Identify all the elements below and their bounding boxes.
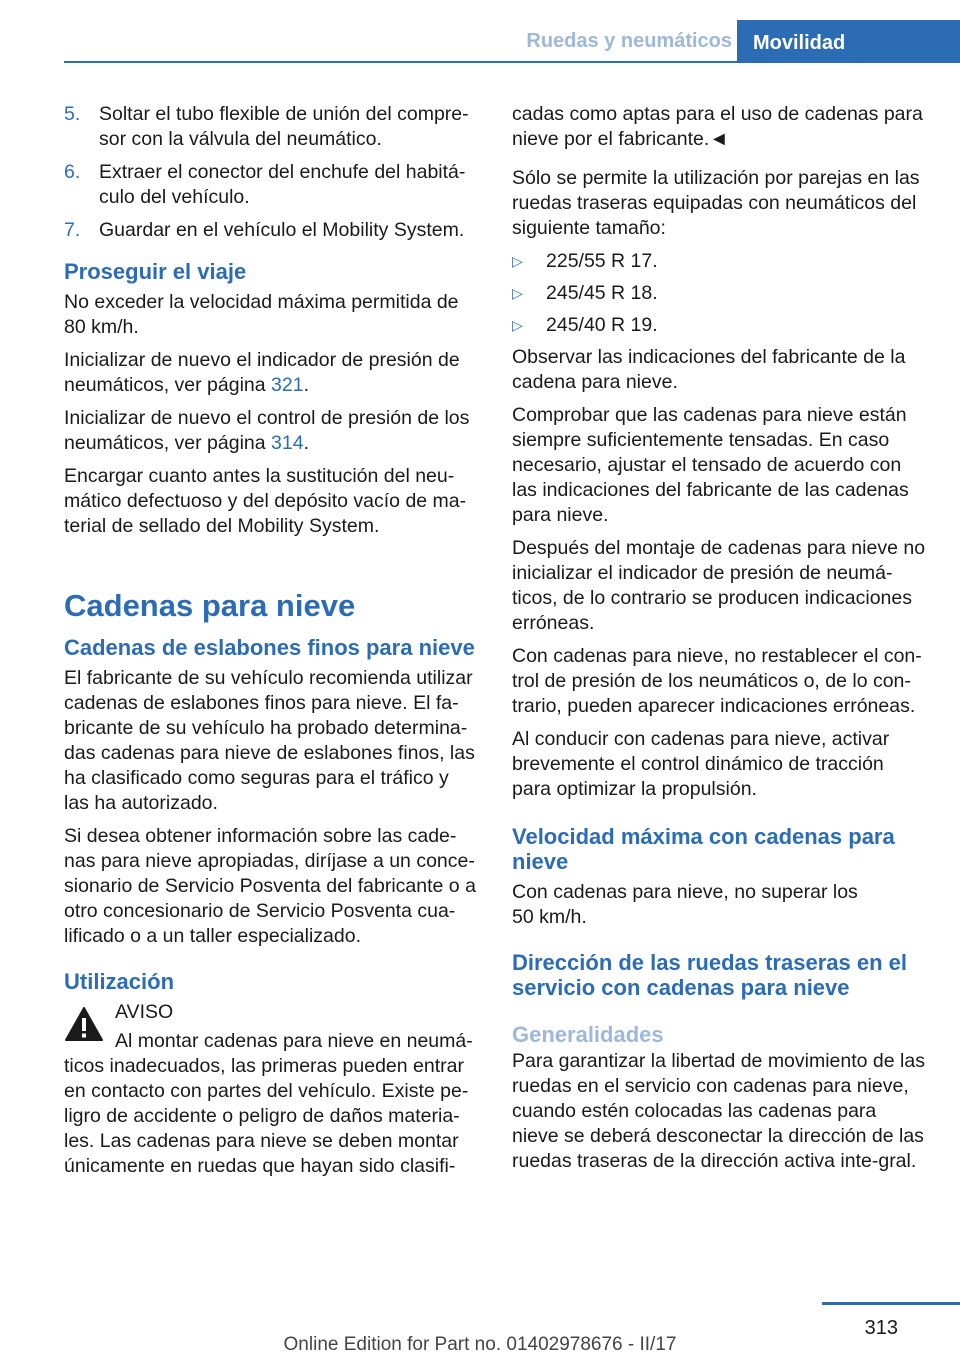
paragraph: Con cadenas para nieve, no superar los 50 km/h. bbox=[512, 881, 858, 928]
right-column bbox=[512, 102, 928, 1182]
paragraph bbox=[64, 348, 478, 398]
paragraph: El fabricante de su vehículo recomienda utilizar cadenas de eslabones finos para nieve. El fa‐bricante de su vehículo ha probado determina‐das cadenas para nieve de eslabones finos, las ha clasificado como seguras para el tráfico y las ha autorizado. bbox=[64, 667, 475, 814]
paragraph: Si desea obtener información sobre las cade‐nas para nieve apropiadas, diríjase a un conce‐sionario de Servicio Posventa del fabricante o a otro concesionario de Servicio Posventa cua‐lificado o a un taller especializado. bbox=[64, 825, 476, 947]
paragraph: cadas como aptas para el uso de cadenas para nieve por el fabricante.◄ bbox=[512, 103, 923, 150]
page-number: 313 bbox=[864, 1317, 898, 1339]
step-text: Soltar el tubo flexible de unión del compre‐sor con la válvula del neumático. bbox=[99, 103, 469, 150]
paragraph: Sólo se permite la utilización por parejas en las ruedas traseras equipadas con neumáticos del siguiente tamaño: bbox=[512, 167, 920, 239]
step-number: 7. bbox=[64, 219, 81, 241]
step-number: 6. bbox=[64, 161, 81, 183]
section-heading-utilizacion: Utilización bbox=[64, 969, 175, 994]
paragraph-text: Inicializar de nuevo el indicador de presión de neumáticos, ver página bbox=[64, 349, 460, 396]
step-text: Guardar en el vehículo el Mobility System. bbox=[99, 219, 465, 241]
paragraph: Comprobar que las cadenas para nieve están siempre suficientemente tensadas. En caso necesario, ajustar el tensado de acuerdo con las indicaciones del fabricante de las cadenas para nieve. bbox=[512, 404, 909, 526]
list-item bbox=[512, 313, 928, 338]
step-item bbox=[64, 160, 478, 210]
section-heading-direccion: Dirección de las ruedas traseras en el servicio con cadenas para nieve bbox=[512, 950, 907, 1000]
left-column bbox=[64, 102, 478, 1187]
paragraph: Para garantizar la libertad de movimiento de las ruedas en el servicio con cadenas para nieve, cuando estén colocadas las cadenas para nieve se deberá desconectar la dirección de las ruedas traseras de la dirección activa inte‐gral. bbox=[512, 1050, 925, 1172]
paragraph bbox=[64, 406, 478, 456]
step-item bbox=[64, 218, 478, 243]
running-header-section: Ruedas y neumáticos bbox=[526, 30, 732, 52]
warning-triangle-icon bbox=[64, 1006, 104, 1042]
running-header-tab: Movilidad bbox=[737, 20, 960, 62]
paragraph-text: . bbox=[303, 432, 310, 454]
warning-text: Al montar cadenas para nieve en neumá‐ticos inadecuados, las primeras pueden entrar en contacto con partes del vehículo. Existe pe‐ligro de accidente o peligro de daños materia‐les. Las cadenas para nieve se deben montar únicamente en ruedas que hayan sido clasifi‐ bbox=[64, 1030, 473, 1177]
tire-size: 245/40 R 19. bbox=[546, 314, 658, 336]
subsection-heading-generalidades: Generalidades bbox=[512, 1022, 664, 1047]
paragraph: Al conducir con cadenas para nieve, activar brevemente el control dinámico de tracción para optimizar la propulsión. bbox=[512, 728, 890, 800]
step-number: 5. bbox=[64, 103, 81, 125]
paragraph: Después del montaje de cadenas para nieve no inicializar el indicador de presión de neumá‐ticos, de lo contrario se producen indicaciones erróneas. bbox=[512, 537, 926, 634]
bullet-triangle-icon: ▷ bbox=[512, 317, 523, 333]
list-item bbox=[512, 249, 928, 274]
paragraph-text: . bbox=[303, 374, 310, 396]
page-link-314[interactable]: 314 bbox=[271, 432, 304, 454]
step-text: Extraer el conector del enchufe del habitá‐culo del vehículo. bbox=[99, 161, 466, 208]
paragraph: Con cadenas para nieve, no restablecer el con‐trol de presión de los neumáticos o, de lo con‐trario, pueden aparecer indicaciones erróneas. bbox=[512, 645, 922, 717]
section-heading-velocidad: Velocidad máxima con cadenas para nieve bbox=[512, 824, 895, 874]
bullet-triangle-icon: ▷ bbox=[512, 253, 523, 269]
step-list bbox=[64, 102, 478, 243]
warning-box bbox=[64, 1000, 478, 1054]
tire-size-list bbox=[512, 249, 928, 338]
page-link-321[interactable]: 321 bbox=[271, 374, 304, 396]
step-item bbox=[64, 102, 478, 152]
paragraph: Encargar cuanto antes la sustitución del neu‐mático defectuoso y del depósito vacío de ma‐terial de sellado del Mobility System. bbox=[64, 465, 467, 537]
header-rule bbox=[64, 61, 960, 63]
warning-label: AVISO bbox=[115, 1001, 174, 1023]
bullet-triangle-icon: ▷ bbox=[512, 285, 523, 301]
section-heading-proseguir: Proseguir el viaje bbox=[64, 259, 247, 284]
section-heading-eslabones: Cadenas de eslabones finos para nieve bbox=[64, 635, 475, 660]
edition-footer: Online Edition for Part no. 01402978676 - II/17 bbox=[283, 1334, 677, 1355]
chapter-heading-cadenas: Cadenas para nieve bbox=[64, 588, 356, 623]
footer-rule bbox=[822, 1302, 960, 1305]
list-item bbox=[512, 281, 928, 306]
paragraph-text: Inicializar de nuevo el control de presión de los neumáticos, ver página bbox=[64, 407, 470, 454]
tire-size: 245/45 R 18. bbox=[546, 282, 658, 304]
tire-size: 225/55 R 17. bbox=[546, 250, 658, 272]
paragraph: Observar las indicaciones del fabricante de la cadena para nieve. bbox=[512, 346, 906, 393]
paragraph: No exceder la velocidad máxima permitida de 80 km/h. bbox=[64, 291, 459, 338]
